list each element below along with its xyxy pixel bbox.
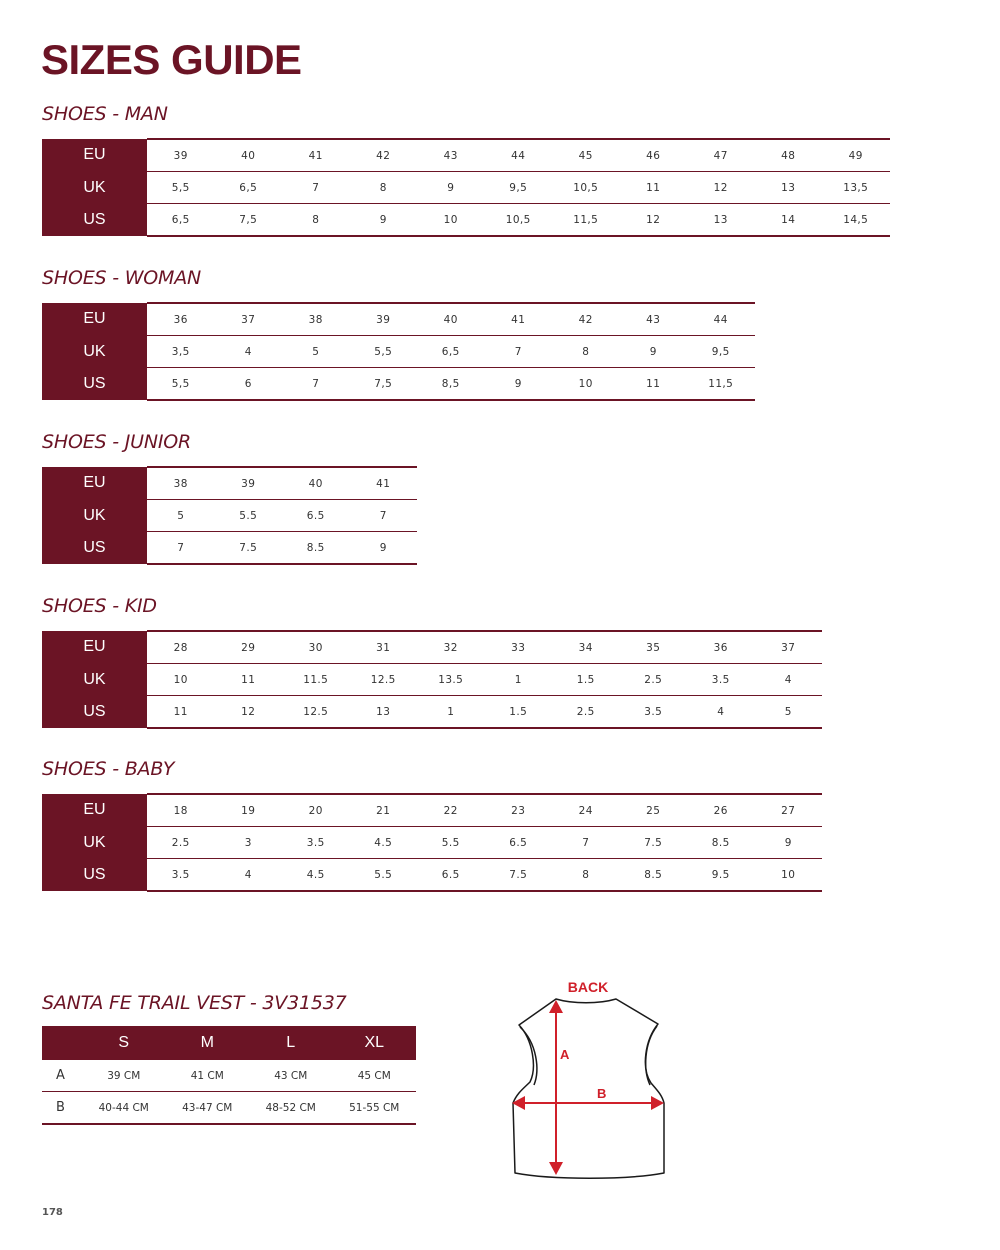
vest-header-row: [42, 1026, 416, 1060]
size-cell: 10: [417, 204, 485, 237]
size-cell: 39: [215, 467, 283, 500]
size-cell: 34: [552, 631, 620, 664]
section-title-shoes-kid: SHOES - KID: [42, 595, 157, 617]
row-label-eu: EU: [42, 303, 147, 336]
shoes-man-table: [42, 138, 890, 237]
size-cell: 12: [620, 204, 688, 237]
size-cell: 3.5: [282, 827, 350, 859]
size-cell: 42: [552, 303, 620, 336]
eu-row: [42, 467, 417, 500]
vest-row-a: [42, 1060, 416, 1092]
page-number: 178: [42, 1207, 63, 1218]
vest-cell: 39 CM: [82, 1060, 166, 1092]
size-cell: 46: [620, 139, 688, 172]
size-cell: 7.5: [215, 532, 283, 565]
size-cell: 11.5: [282, 664, 350, 696]
size-cell: 4: [755, 664, 823, 696]
size-cell: 5: [147, 500, 215, 532]
size-cell: 9: [417, 172, 485, 204]
size-cell: 1.5: [552, 664, 620, 696]
vest-measurement-diagram: [500, 972, 680, 1187]
size-cell: 45: [552, 139, 620, 172]
size-cell: 41: [350, 467, 418, 500]
size-cell: 6.5: [417, 859, 485, 892]
uk-row: [42, 827, 822, 859]
size-cell: 7.5: [485, 859, 553, 892]
vest-size-header: M: [166, 1026, 250, 1060]
size-cell: 7: [147, 532, 215, 565]
size-cell: 41: [485, 303, 553, 336]
vest-size-header: XL: [333, 1026, 417, 1060]
size-cell: 48: [755, 139, 823, 172]
size-cell: 10,5: [485, 204, 553, 237]
eu-row: [42, 631, 822, 664]
size-cell: 8: [552, 859, 620, 892]
measure-a-arrow-icon: [549, 1000, 563, 1175]
size-cell: 5,5: [147, 172, 215, 204]
size-cell: 9: [620, 336, 688, 368]
row-label-us: US: [42, 532, 147, 565]
size-cell: 6,5: [147, 204, 215, 237]
vest-cell: 51-55 CM: [333, 1092, 417, 1125]
page-title: SIZES GUIDE: [41, 36, 302, 83]
size-cell: 9,5: [485, 172, 553, 204]
size-cell: 26: [687, 794, 755, 827]
vest-cell: 41 CM: [166, 1060, 250, 1092]
size-cell: 35: [620, 631, 688, 664]
uk-row: [42, 172, 890, 204]
size-cell: 3.5: [620, 696, 688, 729]
size-cell: 24: [552, 794, 620, 827]
size-cell: 7.5: [620, 827, 688, 859]
size-cell: 4: [215, 859, 283, 892]
size-cell: 12: [215, 696, 283, 729]
size-cell: 8: [350, 172, 418, 204]
measure-b-arrow-icon: [512, 1096, 664, 1110]
size-cell: 28: [147, 631, 215, 664]
size-cell: 9: [350, 204, 418, 237]
size-cell: 7: [350, 500, 418, 532]
measure-a-label: A: [560, 1047, 570, 1062]
us-row: [42, 532, 417, 565]
size-cell: 8,5: [417, 368, 485, 401]
size-cell: 8.5: [687, 827, 755, 859]
vest-size-header: S: [82, 1026, 166, 1060]
size-cell: 43: [620, 303, 688, 336]
size-cell: 23: [485, 794, 553, 827]
uk-row: [42, 336, 755, 368]
size-cell: 3,5: [147, 336, 215, 368]
size-cell: 4: [687, 696, 755, 729]
row-label-us: US: [42, 859, 147, 892]
size-cell: 11: [215, 664, 283, 696]
size-cell: 8: [552, 336, 620, 368]
size-cell: 19: [215, 794, 283, 827]
vest-header-corner: [42, 1026, 82, 1060]
size-cell: 9: [755, 827, 823, 859]
size-cell: 13.5: [417, 664, 485, 696]
size-cell: 31: [350, 631, 418, 664]
size-cell: 9: [485, 368, 553, 401]
size-cell: 39: [147, 139, 215, 172]
size-cell: 3.5: [687, 664, 755, 696]
measure-b-label: B: [597, 1086, 607, 1101]
row-label-uk: UK: [42, 827, 147, 859]
size-cell: 13,5: [822, 172, 890, 204]
size-cell: 11: [620, 172, 688, 204]
size-cell: 8.5: [282, 532, 350, 565]
row-label-uk: UK: [42, 664, 147, 696]
size-cell: 44: [485, 139, 553, 172]
size-cell: 36: [147, 303, 215, 336]
us-row: [42, 368, 755, 401]
size-cell: 1.5: [485, 696, 553, 729]
size-cell: 37: [755, 631, 823, 664]
size-cell: 36: [687, 631, 755, 664]
size-cell: 12: [687, 172, 755, 204]
shoes-woman-table: [42, 302, 755, 401]
size-cell: 7: [485, 336, 553, 368]
size-cell: 39: [350, 303, 418, 336]
size-cell: 8: [282, 204, 350, 237]
us-row: [42, 204, 890, 237]
section-title-shoes-man: SHOES - MAN: [42, 103, 168, 125]
eu-row: [42, 303, 755, 336]
row-label-us: US: [42, 696, 147, 729]
size-cell: 7: [282, 172, 350, 204]
vest-cell: 45 CM: [333, 1060, 417, 1092]
size-cell: 13: [687, 204, 755, 237]
shoes-kid-table: [42, 630, 822, 729]
size-cell: 18: [147, 794, 215, 827]
size-cell: 3: [215, 827, 283, 859]
vest-cell: 43 CM: [249, 1060, 333, 1092]
size-cell: 25: [620, 794, 688, 827]
row-label-eu: EU: [42, 139, 147, 172]
us-row: [42, 696, 822, 729]
size-cell: 7: [282, 368, 350, 401]
size-cell: 38: [147, 467, 215, 500]
shoes-junior-table: [42, 466, 417, 565]
size-cell: 11,5: [687, 368, 755, 401]
size-cell: 13: [755, 172, 823, 204]
size-cell: 5.5: [417, 827, 485, 859]
size-cell: 40: [417, 303, 485, 336]
size-cell: 6,5: [417, 336, 485, 368]
size-cell: 3.5: [147, 859, 215, 892]
size-cell: 7,5: [350, 368, 418, 401]
size-cell: 6.5: [485, 827, 553, 859]
size-cell: 4: [215, 336, 283, 368]
size-cell: 5,5: [350, 336, 418, 368]
size-cell: 6: [215, 368, 283, 401]
size-cell: 10: [755, 859, 823, 892]
row-label-uk: UK: [42, 172, 147, 204]
size-cell: 40: [215, 139, 283, 172]
size-cell: 9,5: [687, 336, 755, 368]
row-label-uk: UK: [42, 500, 147, 532]
vest-size-table: [42, 1026, 416, 1125]
row-label-eu: EU: [42, 794, 147, 827]
vest-row-label: A: [42, 1060, 82, 1092]
size-cell: 47: [687, 139, 755, 172]
size-cell: 5.5: [215, 500, 283, 532]
size-cell: 10: [552, 368, 620, 401]
size-cell: 44: [687, 303, 755, 336]
size-cell: 22: [417, 794, 485, 827]
uk-row: [42, 500, 417, 532]
size-cell: 6.5: [282, 500, 350, 532]
size-cell: 6,5: [215, 172, 283, 204]
size-cell: 8.5: [620, 859, 688, 892]
size-cell: 13: [350, 696, 418, 729]
eu-row: [42, 794, 822, 827]
eu-row: [42, 139, 890, 172]
vest-row-b: [42, 1092, 416, 1125]
size-cell: 10: [147, 664, 215, 696]
size-cell: 9: [350, 532, 418, 565]
size-cell: 20: [282, 794, 350, 827]
size-cell: 9.5: [687, 859, 755, 892]
size-cell: 14,5: [822, 204, 890, 237]
row-label-eu: EU: [42, 631, 147, 664]
size-cell: 49: [822, 139, 890, 172]
size-cell: 14: [755, 204, 823, 237]
size-cell: 2.5: [147, 827, 215, 859]
size-cell: 11,5: [552, 204, 620, 237]
row-label-us: US: [42, 204, 147, 237]
size-cell: 11: [147, 696, 215, 729]
size-cell: 43: [417, 139, 485, 172]
size-cell: 5: [282, 336, 350, 368]
size-cell: 5,5: [147, 368, 215, 401]
vest-row-label: B: [42, 1092, 82, 1125]
size-cell: 1: [485, 664, 553, 696]
size-cell: 1: [417, 696, 485, 729]
size-cell: 5: [755, 696, 823, 729]
size-cell: 12.5: [350, 664, 418, 696]
size-cell: 32: [417, 631, 485, 664]
vest-cell: 48-52 CM: [249, 1092, 333, 1125]
size-cell: 4.5: [350, 827, 418, 859]
row-label-uk: UK: [42, 336, 147, 368]
size-cell: 2.5: [552, 696, 620, 729]
uk-row: [42, 664, 822, 696]
vest-cell: 43-47 CM: [166, 1092, 250, 1125]
size-cell: 4.5: [282, 859, 350, 892]
size-cell: 30: [282, 631, 350, 664]
size-cell: 40: [282, 467, 350, 500]
size-cell: 41: [282, 139, 350, 172]
size-cell: 21: [350, 794, 418, 827]
size-cell: 37: [215, 303, 283, 336]
size-cell: 2.5: [620, 664, 688, 696]
vest-size-header: L: [249, 1026, 333, 1060]
size-cell: 42: [350, 139, 418, 172]
row-label-eu: EU: [42, 467, 147, 500]
size-cell: 7,5: [215, 204, 283, 237]
shoes-baby-table: [42, 793, 822, 892]
us-row: [42, 859, 822, 892]
size-cell: 33: [485, 631, 553, 664]
vest-outline-icon: [513, 999, 664, 1178]
size-cell: 7: [552, 827, 620, 859]
section-title-shoes-woman: SHOES - WOMAN: [42, 267, 202, 289]
size-cell: 11: [620, 368, 688, 401]
size-cell: 12.5: [282, 696, 350, 729]
section-title-vest: SANTA FE TRAIL VEST - 3V31537: [42, 992, 347, 1014]
vest-cell: 40-44 CM: [82, 1092, 166, 1125]
size-cell: 27: [755, 794, 823, 827]
size-cell: 5.5: [350, 859, 418, 892]
back-label: BACK: [567, 979, 609, 995]
row-label-us: US: [42, 368, 147, 401]
section-title-shoes-junior: SHOES - JUNIOR: [42, 431, 191, 453]
size-cell: 38: [282, 303, 350, 336]
section-title-shoes-baby: SHOES - BABY: [42, 758, 175, 780]
size-cell: 10,5: [552, 172, 620, 204]
size-cell: 29: [215, 631, 283, 664]
